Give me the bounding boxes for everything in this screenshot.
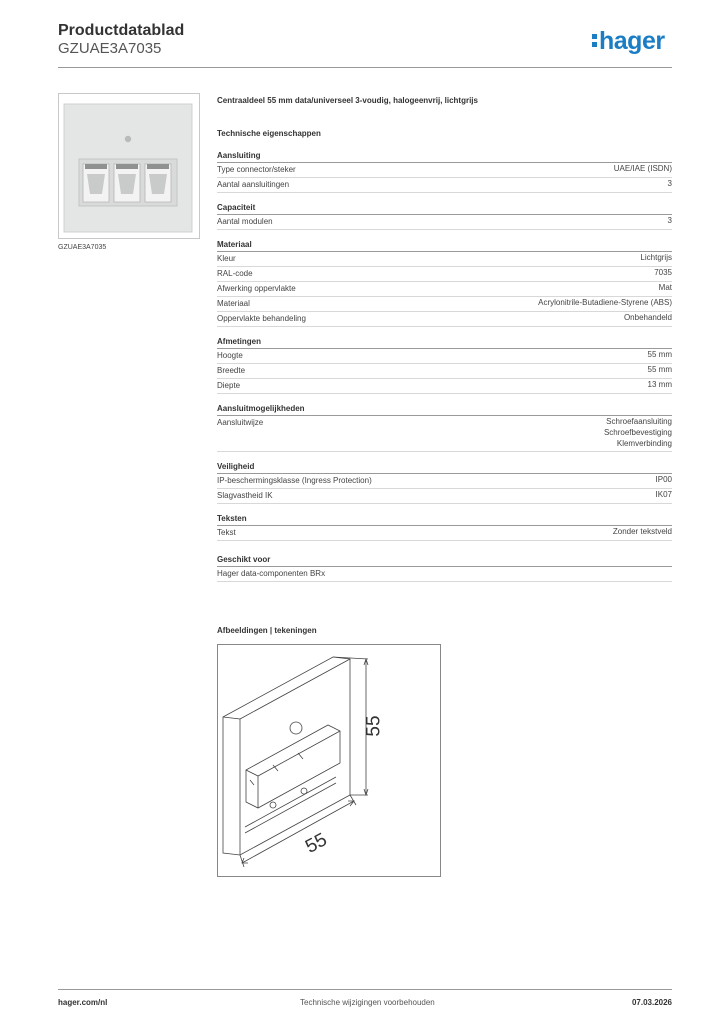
property-label: Type connector/steker [217,165,296,174]
property-value-line: Zonder tekstveld [612,527,672,536]
property-value-line: Klemverbinding [616,439,672,448]
property-value-line: Onbehandeld [623,313,672,322]
property-label: Diepte [217,381,241,390]
property-label: Hoogte [217,351,243,360]
property-value-line: Schroefbevestiging [603,428,672,437]
property-row [217,489,672,504]
property-label: IP-beschermingsklasse (Ingress Protection) [217,476,372,485]
property-row [217,178,672,193]
property-row [217,282,672,297]
property-value [640,252,672,266]
section-title: Aansluitmogelijkheden [217,404,672,416]
technical-drawing [218,645,440,876]
property-value-line: 55 mm [647,365,672,374]
property-section [217,203,672,230]
property-value [656,474,672,488]
section-title: Afmetingen [217,337,672,349]
property-row [217,267,672,282]
footer-disclaimer: Technische wijzigingen voorbehouden [300,998,435,1007]
property-row [217,416,672,452]
property-label: Breedte [217,366,246,375]
dimension-height-label: 55 [363,715,385,737]
property-value [659,282,672,296]
property-label: Aantal modulen [217,217,273,226]
logo-colon-icon [592,34,597,50]
image-caption: GZUAE3A7035 [58,244,107,251]
property-value-line: IK07 [655,490,672,499]
property-value [624,312,672,326]
property-value [648,349,672,363]
property-sections [217,151,672,541]
property-label: Materiaal [217,299,250,308]
property-value [654,267,672,281]
property-value [668,215,672,229]
section-title: Veiligheid [217,462,672,474]
section-title: Geschikt voor [217,555,672,567]
property-row [217,312,672,327]
footer-website-link[interactable]: hager.com/nl [58,998,108,1007]
property-row [217,252,672,267]
tech-properties-title: Technische eigenschappen [217,129,321,138]
suitable-for-section [217,555,672,582]
property-value [604,416,672,449]
product-image [58,93,200,239]
section-title: Aansluiting [217,151,672,163]
property-value-line: IP00 [655,475,672,484]
property-label: Aantal aansluitingen [217,180,290,189]
property-section [217,240,672,327]
property-label: Oppervlakte behandeling [217,314,306,323]
property-value-line: 3 [667,216,672,225]
hager-logo[interactable] [592,27,665,56]
property-label: Afwerking oppervlakte [217,284,296,293]
property-value-line: 13 mm [647,380,672,389]
property-value: Hager data-componenten BRx [217,569,326,578]
property-label: Kleur [217,254,236,263]
footer-divider [58,989,672,990]
property-row [217,163,672,178]
property-section [217,462,672,504]
footer-date: 07.03.2026 [631,998,672,1007]
logo-text: hager [599,27,665,55]
property-value-line: Acrylonitrile-Butadiene-Styrene (ABS) [538,298,672,307]
property-value [656,489,672,503]
property-value-line: UAE/IAE (ISDN) [613,164,672,173]
property-value [648,364,672,378]
property-section [217,514,672,541]
page-title: Productdatablad [58,22,185,39]
section-title: Materiaal [217,240,672,252]
property-value-line: 7035 [654,268,672,277]
drawings-title: Afbeeldingen | tekeningen [217,626,317,635]
property-value [614,163,672,177]
property-value-line: Mat [658,283,672,292]
property-label: Aansluitwijze [217,418,264,427]
property-row [217,215,672,230]
property-value-line: Schroefaansluiting [606,417,672,426]
article-number: GZUAE3A7035 [58,40,162,57]
properties-panel [217,96,672,582]
header-divider [58,67,672,68]
property-row [217,526,672,541]
property-label: RAL-code [217,269,253,278]
dimension-drawing [217,644,441,877]
property-row [217,297,672,312]
property-value [613,526,672,540]
property-value-line: 3 [667,179,672,188]
property-label: Tekst [217,528,236,537]
property-value [538,297,672,311]
property-value-line: 55 mm [647,350,672,359]
property-row [217,379,672,394]
dimension-width-label: 55 [302,829,331,858]
product-illustration [59,94,199,238]
product-description: Centraaldeel 55 mm data/universeel 3-voudig, halogeenvrij, lichtgrijs [217,96,478,105]
property-value [668,178,672,192]
section-title: Capaciteit [217,203,672,215]
property-row [217,364,672,379]
property-row [217,474,672,489]
property-section [217,151,672,193]
property-label: Slagvastheid IK [217,491,273,500]
property-row [217,349,672,364]
section-title: Teksten [217,514,672,526]
property-row [217,567,672,582]
property-section [217,337,672,394]
property-value-line: Lichtgrijs [640,253,672,262]
property-value [648,379,672,393]
property-section [217,404,672,452]
